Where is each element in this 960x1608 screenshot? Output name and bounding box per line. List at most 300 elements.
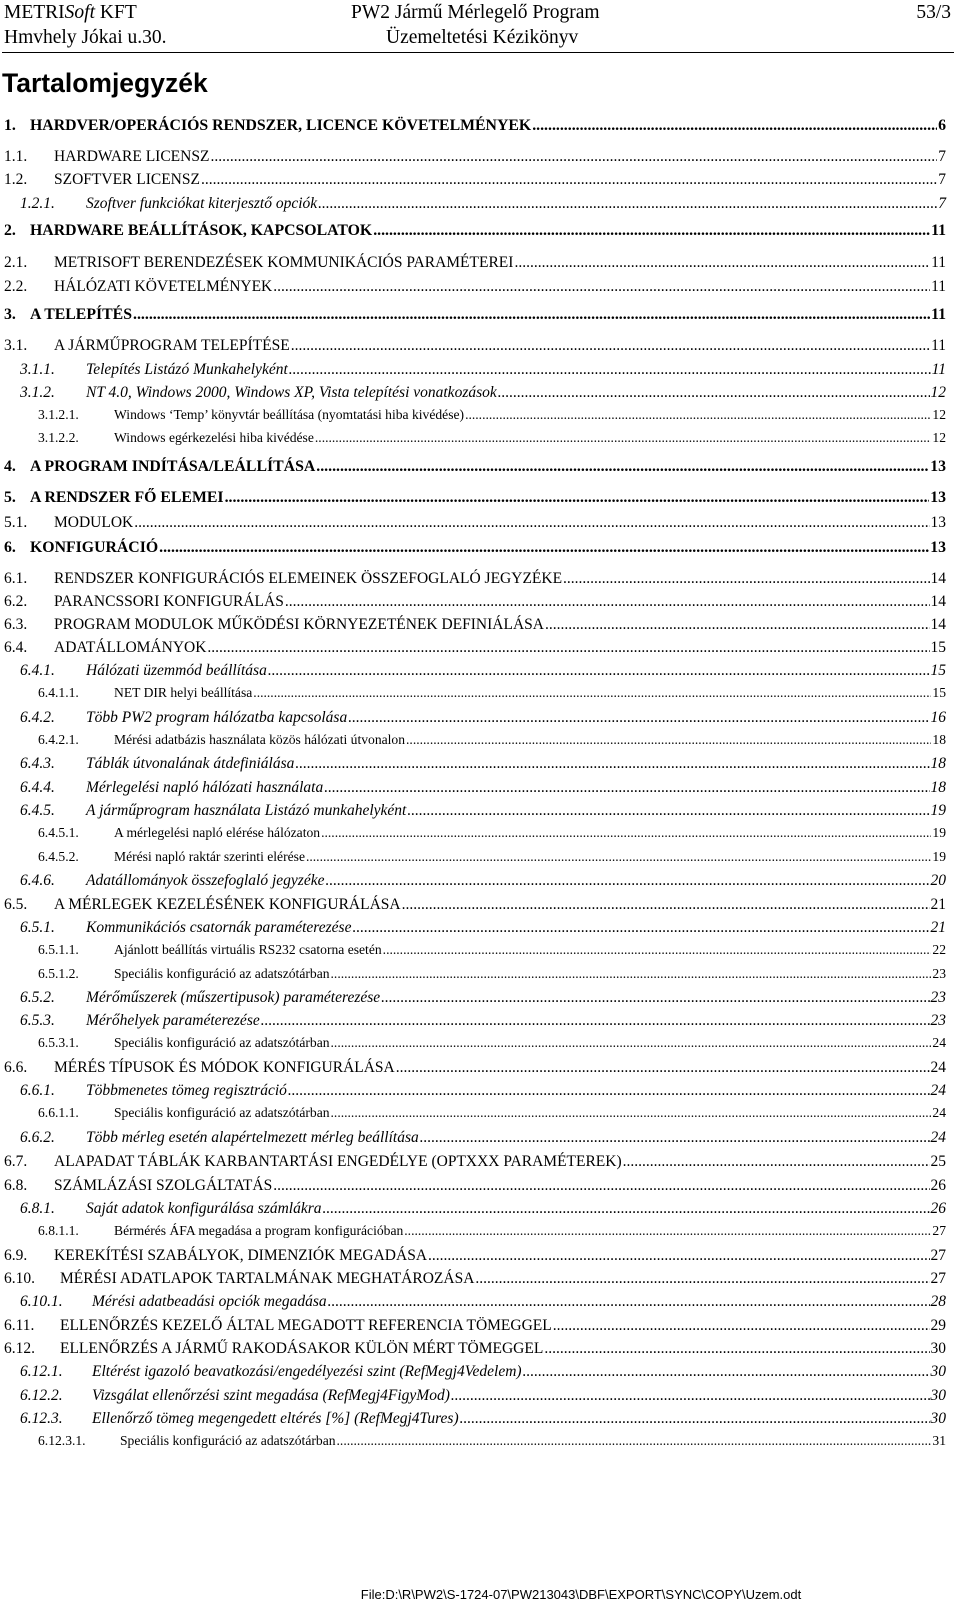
- toc-entry-page: 12: [930, 384, 946, 401]
- toc-entry-label: Mérőhelyek paraméterezése: [86, 1012, 260, 1029]
- toc-entry-number: 5.: [4, 489, 16, 506]
- toc-entry-number: 6.5.3.1.: [38, 1035, 79, 1050]
- toc-dot-leader: [523, 1363, 930, 1381]
- toc-entry[interactable]: [0, 1317, 946, 1335]
- toc-entry-label: Ellenőrző tömeg megengedett eltérés [%] (RefMegj4Tures): [92, 1410, 459, 1427]
- toc-dot-leader: [289, 361, 931, 379]
- toc-entry-label: ADATÁLLOMÁNYOK: [54, 639, 207, 656]
- toc-entry-label: Speciális konfiguráció az adatszótárban: [114, 1105, 330, 1120]
- toc-dot-leader: [460, 1410, 930, 1428]
- toc-dot-leader: [623, 1153, 930, 1171]
- toc-entry-page: 24: [932, 1035, 946, 1050]
- toc-entry-title: [4, 337, 290, 355]
- toc-dot-leader: [328, 1293, 930, 1311]
- toc-entry[interactable]: [0, 709, 946, 727]
- toc-entry[interactable]: [0, 942, 946, 958]
- toc-dot-leader: [325, 872, 929, 890]
- header-address: Hmvhely Jókai u.30.: [4, 27, 167, 48]
- toc-entry-number: 2.2.: [4, 278, 28, 295]
- toc-dot-leader: [268, 662, 930, 680]
- toc-entry-title: [4, 1340, 543, 1358]
- toc-entry-label: NET DIR helyi beállítása: [114, 685, 253, 700]
- toc-entry-title: [4, 117, 531, 135]
- toc-entry-page: 14: [930, 593, 946, 610]
- header-divider: [2, 52, 954, 53]
- toc-entry[interactable]: [0, 919, 946, 937]
- toc-dot-leader: [406, 732, 931, 748]
- toc-entry-number: 6.6.2.: [20, 1129, 55, 1146]
- toc-entry[interactable]: [0, 407, 946, 423]
- toc-dot-leader: [348, 709, 929, 727]
- toc-entry-page: 13: [930, 489, 946, 506]
- toc-entry-label: HARDWARE BEÁLLÍTÁSOK, KAPCSOLATOK: [30, 222, 373, 239]
- toc-entry-title: [20, 1410, 459, 1428]
- toc-entry-title: [4, 1059, 395, 1077]
- toc-entry-title: [20, 1200, 322, 1218]
- toc-dot-leader: [133, 306, 930, 324]
- toc-entry-title: [20, 989, 380, 1007]
- toc-entry[interactable]: [0, 616, 946, 634]
- toc-entry-label: Eltérést igazoló beavatkozási/engedélyezési szint (RefMegj4Vedelem): [92, 1363, 522, 1380]
- toc-entry-label: A RENDSZER FŐ ELEMEI: [30, 489, 224, 506]
- toc-entry-number: 6.4.1.1.: [38, 685, 79, 700]
- toc-dot-leader: [315, 430, 932, 446]
- toc-entry-number: 6.6.1.1.: [38, 1105, 79, 1120]
- toc-entry-page: 11: [931, 254, 946, 271]
- toc-entry-page: 22: [932, 942, 946, 957]
- toc-entry[interactable]: [0, 1387, 946, 1405]
- toc-entry-title: [38, 966, 330, 982]
- toc-entry-title: [38, 1105, 330, 1121]
- toc-dot-leader: [273, 1177, 929, 1195]
- toc-dot-leader: [324, 779, 929, 797]
- toc-entry-label: NT 4.0, Windows 2000, Windows XP, Vista telepítési vonatkozások: [86, 384, 497, 401]
- toc-entry-number: 1.1.: [4, 148, 28, 165]
- toc-entry-title: [20, 1012, 260, 1030]
- toc-entry-number: 3.1.2.1.: [38, 407, 79, 422]
- toc-entry[interactable]: [0, 195, 946, 213]
- toc-dot-leader: [331, 966, 932, 982]
- toc-entry[interactable]: [0, 1035, 946, 1051]
- toc-entry-title: [4, 639, 206, 657]
- toc-entry-number: 6.5.1.: [20, 919, 55, 936]
- toc-entry-number: 6.10.: [4, 1270, 35, 1287]
- toc-entry-label: SZÁMLÁZÁSI SZOLGÁLTATÁS: [54, 1177, 273, 1194]
- toc-entry-title: [4, 896, 401, 914]
- toc-entry-title: [4, 593, 284, 611]
- toc-entry-title: [38, 1223, 403, 1239]
- toc-entry-title: [4, 539, 158, 557]
- toc-entry[interactable]: [0, 802, 946, 820]
- toc-entry-title: [4, 222, 372, 240]
- toc-dot-leader: [383, 942, 932, 958]
- toc-entry[interactable]: [0, 1059, 946, 1077]
- footer-file-path: File:D:\R\PW2\S-1724-07\PW213043\DBF\EXPORT\SYNC\COPY\Uzem.odt: [360, 1587, 802, 1602]
- toc-entry-label: METRISOFT BERENDEZÉSEK KOMMUNIKÁCIÓS PARAMÉTEREI: [54, 254, 514, 271]
- toc-dot-leader: [207, 639, 929, 657]
- toc-entry[interactable]: [0, 1340, 946, 1358]
- toc-dot-leader: [404, 1223, 931, 1239]
- toc-entry-label: MÉRÉS TÍPUSOK ÉS MÓDOK KONFIGURÁLÁSA: [54, 1059, 395, 1076]
- toc-dot-leader: [331, 1105, 932, 1121]
- toc-entry-label: Speciális konfiguráció az adatszótárban: [120, 1433, 336, 1448]
- toc-entry-number: 3.1.2.2.: [38, 430, 79, 445]
- toc-dot-leader: [553, 1317, 930, 1335]
- toc-entry-page: 21: [930, 919, 946, 936]
- toc-entry[interactable]: [0, 306, 946, 324]
- toc-entry-number: 6.8.1.: [20, 1200, 55, 1217]
- toc-entry-number: 6.4.5.2.: [38, 849, 79, 864]
- toc-entry-number: 2.: [4, 222, 16, 239]
- toc-dot-leader: [331, 1035, 932, 1051]
- toc-entry-page: 26: [930, 1177, 946, 1194]
- toc-entry-page: 21: [930, 896, 946, 913]
- toc-entry-title: [20, 1387, 450, 1405]
- toc-dot-leader: [316, 458, 929, 476]
- toc-entry-title: [4, 570, 562, 588]
- toc-entry[interactable]: [0, 1363, 946, 1381]
- toc-entry[interactable]: [0, 489, 946, 507]
- toc-entry-page: 29: [930, 1317, 946, 1334]
- toc-entry-page: 7: [938, 148, 946, 165]
- page-footer: [0, 1587, 960, 1603]
- toc-dot-leader: [352, 919, 929, 937]
- toc-entry-number: 6.4.: [4, 639, 28, 656]
- toc-dot-leader: [532, 117, 937, 135]
- toc-entry-page: 14: [930, 570, 946, 587]
- toc-entry[interactable]: [0, 361, 946, 379]
- toc-entry-title: [4, 306, 132, 324]
- toc-entry-page: 18: [932, 732, 946, 747]
- toc-entry-title: [20, 709, 347, 727]
- toc-entry-page: 12: [932, 430, 946, 445]
- toc-entry-number: 6.8.: [4, 1177, 28, 1194]
- toc-entry-page: 11: [931, 278, 946, 295]
- toc-entry-label: Hálózati üzemmód beállítása: [86, 662, 267, 679]
- toc-entry[interactable]: [0, 1153, 946, 1171]
- toc-entry[interactable]: [0, 1433, 946, 1449]
- toc-dot-leader: [465, 407, 931, 423]
- toc-entry[interactable]: [0, 1082, 946, 1100]
- toc-entry-title: [20, 384, 497, 402]
- toc-entry[interactable]: [0, 779, 946, 797]
- toc-dot-leader: [514, 254, 930, 272]
- toc-entry-title: [20, 779, 323, 797]
- toc-entry-number: 6.4.2.: [20, 709, 55, 726]
- toc-entry-page: 24: [932, 1105, 946, 1120]
- toc-entry-number: 6.: [4, 539, 16, 556]
- toc-entry[interactable]: [0, 989, 946, 1007]
- toc-entry-label: A mérlegelési napló elérése hálózaton: [114, 825, 321, 840]
- toc-entry-number: 6.9.: [4, 1247, 28, 1264]
- toc-dot-leader: [323, 1200, 930, 1218]
- toc-entry-label: Speciális konfiguráció az adatszótárban: [114, 1035, 330, 1050]
- toc-entry[interactable]: [0, 849, 946, 865]
- toc-entry[interactable]: [0, 1270, 946, 1288]
- toc-entry-title: [38, 825, 320, 841]
- toc-entry-page: 13: [930, 514, 946, 531]
- toc-entry[interactable]: [0, 593, 946, 611]
- toc-entry[interactable]: [0, 117, 946, 135]
- toc-entry-number: 6.5.: [4, 896, 28, 913]
- toc-entry[interactable]: [0, 896, 946, 914]
- toc-entry-title: [4, 278, 272, 296]
- toc-entry-number: 6.8.1.1.: [38, 1223, 79, 1238]
- toc-entry-label: Többmenetes tömeg regisztráció: [86, 1082, 287, 1099]
- toc-entry-number: 6.11.: [4, 1317, 35, 1334]
- toc-entry-page: 14: [930, 616, 946, 633]
- toc-entry-title: [20, 919, 351, 937]
- toc-entry[interactable]: [0, 1247, 946, 1265]
- toc-entry-label: SZOFTVER LICENSZ: [54, 171, 200, 188]
- header-manual: Üzemeltetési Kézikönyv: [386, 27, 579, 48]
- toc-entry-label: Windows egérkezelési hiba kivédése: [114, 430, 314, 445]
- toc-entry-page: 19: [932, 825, 946, 840]
- toc-entry-title: [38, 1035, 330, 1051]
- toc-dot-leader: [381, 989, 929, 1007]
- toc-entry-number: 6.1.: [4, 570, 28, 587]
- toc-entry-label: HÁLÓZATI KÖVETELMÉNYEK: [54, 278, 273, 295]
- toc-entry-number: 6.4.4.: [20, 779, 55, 796]
- toc-entry-page: 27: [932, 1223, 946, 1238]
- toc-dot-leader: [544, 1340, 929, 1358]
- toc-entry-label: ELLENŐRZÉS A JÁRMŰ RAKODÁSAKOR KÜLÖN MÉRT TÖMEGGEL: [60, 1340, 544, 1357]
- toc-entry-number: 6.2.: [4, 593, 28, 610]
- toc-entry[interactable]: [0, 825, 946, 841]
- toc-entry-title: [38, 407, 464, 423]
- toc-entry-page: 6: [938, 117, 946, 134]
- toc-dot-leader: [210, 148, 937, 166]
- toc-entry[interactable]: [0, 1177, 946, 1195]
- toc-entry-page: 30: [930, 1340, 946, 1357]
- toc-dot-leader: [337, 1433, 932, 1449]
- toc-dot-leader: [285, 593, 930, 611]
- toc-entry[interactable]: [0, 171, 946, 189]
- toc-entry-page: 12: [932, 407, 946, 422]
- toc-entry[interactable]: [0, 1200, 946, 1218]
- toc-entry-title: [4, 1317, 552, 1335]
- toc-entry-title: [20, 1293, 327, 1311]
- toc-entry-number: 3.: [4, 306, 16, 323]
- toc-entry-page: 28: [930, 1293, 946, 1310]
- toc-entry-label: PARANCSSORI KONFIGURÁLÁS: [54, 593, 284, 610]
- toc-entry[interactable]: [0, 685, 946, 701]
- toc-entry-page: 13: [930, 539, 946, 556]
- toc-entry-label: HARDWARE LICENSZ: [54, 148, 210, 165]
- toc-entry-label: Mérési adatbázis használata közös hálózati útvonalon: [114, 732, 406, 747]
- toc-entry-number: 5.1.: [4, 514, 28, 531]
- toc-entry-number: 1.2.1.: [20, 195, 55, 212]
- toc-entry-title: [20, 195, 317, 213]
- toc-entry[interactable]: [0, 1105, 946, 1121]
- toc-entry-label: A MÉRLEGEK KEZELÉSÉNEK KONFIGURÁLÁSA: [54, 896, 401, 913]
- toc-entry-number: 6.4.6.: [20, 872, 55, 889]
- header-program: PW2 Jármű Mérlegelő Program: [351, 2, 600, 23]
- toc-dot-leader: [428, 1247, 929, 1265]
- toc-entry-number: 1.: [4, 117, 16, 134]
- toc-entry-number: 6.12.2.: [20, 1387, 63, 1404]
- toc-entry-number: 6.4.1.: [20, 662, 55, 679]
- toc-entry-label: Ajánlott beállítás virtuális RS232 csatorna esetén: [114, 942, 382, 957]
- toc-entry[interactable]: [0, 384, 946, 402]
- toc-entry-page: 11: [931, 337, 946, 354]
- toc-entry[interactable]: [0, 1129, 946, 1147]
- toc-entry[interactable]: [0, 1223, 946, 1239]
- toc-entry[interactable]: [0, 662, 946, 680]
- toc-entry-label: Telepítés Listázó Munkahelyként: [86, 361, 288, 378]
- toc-entry-page: 15: [932, 685, 946, 700]
- toc-dot-leader: [475, 1270, 929, 1288]
- toc-entry-number: 6.6.: [4, 1059, 28, 1076]
- toc-entry[interactable]: [0, 1410, 946, 1428]
- toc-entry[interactable]: [0, 570, 946, 588]
- toc-entry-label: Táblák útvonalának átdefiniálása: [86, 755, 295, 772]
- toc-entry-label: Adatállományok összefoglaló jegyzéke: [86, 872, 325, 889]
- toc-entry-title: [4, 148, 209, 166]
- toc-entry-number: 6.5.2.: [20, 989, 55, 1006]
- toc-dot-leader: [306, 849, 931, 865]
- toc-entry-page: 20: [930, 872, 946, 889]
- toc-dot-leader: [134, 514, 929, 532]
- toc-entry-page: 13: [930, 458, 946, 475]
- toc-entry[interactable]: [0, 1012, 946, 1030]
- toc-entry-number: 3.1.2.: [20, 384, 55, 401]
- toc-entry-label: KEREKÍTÉSI SZABÁLYOK, DIMENZIÓK MEGADÁSA: [54, 1247, 428, 1264]
- toc-entry-title: [38, 942, 382, 958]
- toc-dot-leader: [420, 1129, 930, 1147]
- toc-dot-leader: [225, 489, 930, 507]
- toc-entry-page: 24: [930, 1082, 946, 1099]
- toc-entry-label: Mérési adatbeadási opciók megadása: [92, 1293, 327, 1310]
- toc-dot-leader: [451, 1387, 930, 1405]
- toc-dot-leader: [321, 825, 931, 841]
- toc-entry-number: 6.12.1.: [20, 1363, 63, 1380]
- toc-entry-title: [38, 685, 252, 701]
- toc-entry[interactable]: [0, 639, 946, 657]
- toc-entry-title: [20, 361, 288, 379]
- toc-entry-title: [20, 1129, 419, 1147]
- toc-entry-page: 7: [938, 171, 946, 188]
- toc-entry-title: [20, 1082, 287, 1100]
- toc-entry[interactable]: [0, 966, 946, 982]
- toc-entry-page: 27: [930, 1270, 946, 1287]
- toc-entry[interactable]: [0, 458, 946, 476]
- toc-entry[interactable]: [0, 514, 946, 532]
- toc-entry-title: [4, 1177, 272, 1195]
- toc-entry-title: [20, 755, 294, 773]
- toc-entry[interactable]: [0, 148, 946, 166]
- toc-entry[interactable]: [0, 1293, 946, 1311]
- toc-entry-title: [38, 430, 314, 446]
- toc-entry[interactable]: [0, 755, 946, 773]
- toc-entry[interactable]: [0, 732, 946, 748]
- toc-entry-number: 6.10.1.: [20, 1293, 63, 1310]
- toc-entry-label: ALAPADAT TÁBLÁK KARBANTARTÁSI ENGEDÉLYE (OPTXXX PARAMÉTEREK): [54, 1153, 622, 1170]
- toc-entry-title: [4, 254, 513, 272]
- toc-entry-title: [4, 616, 544, 634]
- page-header: [0, 0, 960, 52]
- header-page-number: 53/3: [916, 2, 951, 23]
- toc-entry-number: 6.5.1.1.: [38, 942, 79, 957]
- toc-entry-number: 6.5.3.: [20, 1012, 55, 1029]
- toc-dot-leader: [407, 802, 929, 820]
- toc-entry-title: [38, 1433, 336, 1449]
- toc-entry-page: 11: [931, 361, 946, 378]
- toc-entry-label: Saját adatok konfigurálása számlákra: [86, 1200, 322, 1217]
- toc-entry-page: 15: [930, 639, 946, 656]
- toc-entry[interactable]: [0, 872, 946, 890]
- header-company: METRISoft KFT: [4, 2, 137, 23]
- toc-entry-number: 6.4.5.1.: [38, 825, 79, 840]
- toc-entry-page: 26: [930, 1200, 946, 1217]
- toc-entry[interactable]: [0, 539, 946, 557]
- toc-dot-leader: [396, 1059, 930, 1077]
- toc-entry-label: A TELEPÍTÉS: [30, 306, 133, 323]
- toc-dot-leader: [201, 171, 937, 189]
- toc-entry-label: PROGRAM MODULOK MŰKÖDÉSI KÖRNYEZETÉNEK DEFINIÁLÁSA: [54, 616, 544, 633]
- toc-entry-title: [4, 489, 224, 507]
- toc-entry-title: [4, 1247, 427, 1265]
- toc-dot-leader: [261, 1012, 930, 1030]
- toc-entry-label: Mérési napló raktár szerinti elérése: [114, 849, 305, 864]
- toc-entry[interactable]: [0, 278, 946, 296]
- toc-dot-leader: [288, 1082, 930, 1100]
- toc-entry-number: 3.1.: [4, 337, 28, 354]
- toc-entry-page: 18: [930, 779, 946, 796]
- toc-entry[interactable]: [0, 430, 946, 446]
- toc-entry-label: A PROGRAM INDÍTÁSA/LEÁLLÍTÁSA: [30, 458, 316, 475]
- toc-entry-number: 6.6.1.: [20, 1082, 55, 1099]
- toc-dot-leader: [318, 195, 937, 213]
- toc-entry-title: [4, 1270, 474, 1288]
- toc-entry-label: HARDVER/OPERÁCIÓS RENDSZER, LICENCE KÖVETELMÉNYEK: [30, 117, 532, 134]
- toc-entry-number: 6.12.3.1.: [38, 1433, 86, 1448]
- toc-entry-page: 7: [938, 195, 946, 212]
- toc-dot-leader: [273, 278, 930, 296]
- toc-dot-leader: [498, 384, 930, 402]
- toc-entry[interactable]: [0, 222, 946, 240]
- toc-entry-label: MODULOK: [54, 514, 134, 531]
- toc-entry-page: 23: [932, 966, 946, 981]
- toc-dot-leader: [295, 755, 929, 773]
- toc-entry-page: 25: [930, 1153, 946, 1170]
- toc-entry-label: Windows ‘Temp’ könyvtár beállítása (nyomtatási hiba kivédése): [114, 407, 465, 422]
- toc-entry-label: Mérőműszerek (műszertipusok) paraméterezése: [86, 989, 381, 1006]
- toc-dot-leader: [373, 222, 930, 240]
- toc-entry-page: 31: [932, 1433, 946, 1448]
- toc-entry[interactable]: [0, 337, 946, 355]
- toc-dot-leader: [253, 685, 931, 701]
- toc-entry-label: Több mérleg esetén alapértelmezett mérleg beállítása: [86, 1129, 419, 1146]
- toc-entry-page: 30: [930, 1387, 946, 1404]
- toc-entry-label: RENDSZER KONFIGURÁCIÓS ELEMEINEK ÖSSZEFOGLALÓ JEGYZÉKE: [54, 570, 563, 587]
- toc-entry-title: [20, 662, 267, 680]
- toc-entry[interactable]: [0, 254, 946, 272]
- toc-entry-number: 6.7.: [4, 1153, 28, 1170]
- toc-entry-number: 1.2.: [4, 171, 28, 188]
- toc-dot-leader: [291, 337, 930, 355]
- toc-entry-page: 11: [931, 222, 946, 239]
- toc-entry-page: 30: [930, 1363, 946, 1380]
- toc-entry-title: [38, 732, 405, 748]
- toc-entry-label: Speciális konfiguráció az adatszótárban: [114, 966, 330, 981]
- toc-entry-label: A JÁRMŰPROGRAM TELEPÍTÉSE: [54, 337, 290, 354]
- toc-entry-title: [4, 171, 200, 189]
- toc-dot-leader: [563, 570, 929, 588]
- toc-entry-title: [38, 849, 305, 865]
- toc-entry-number: 6.5.1.2.: [38, 966, 79, 981]
- toc-entry-page: 19: [930, 802, 946, 819]
